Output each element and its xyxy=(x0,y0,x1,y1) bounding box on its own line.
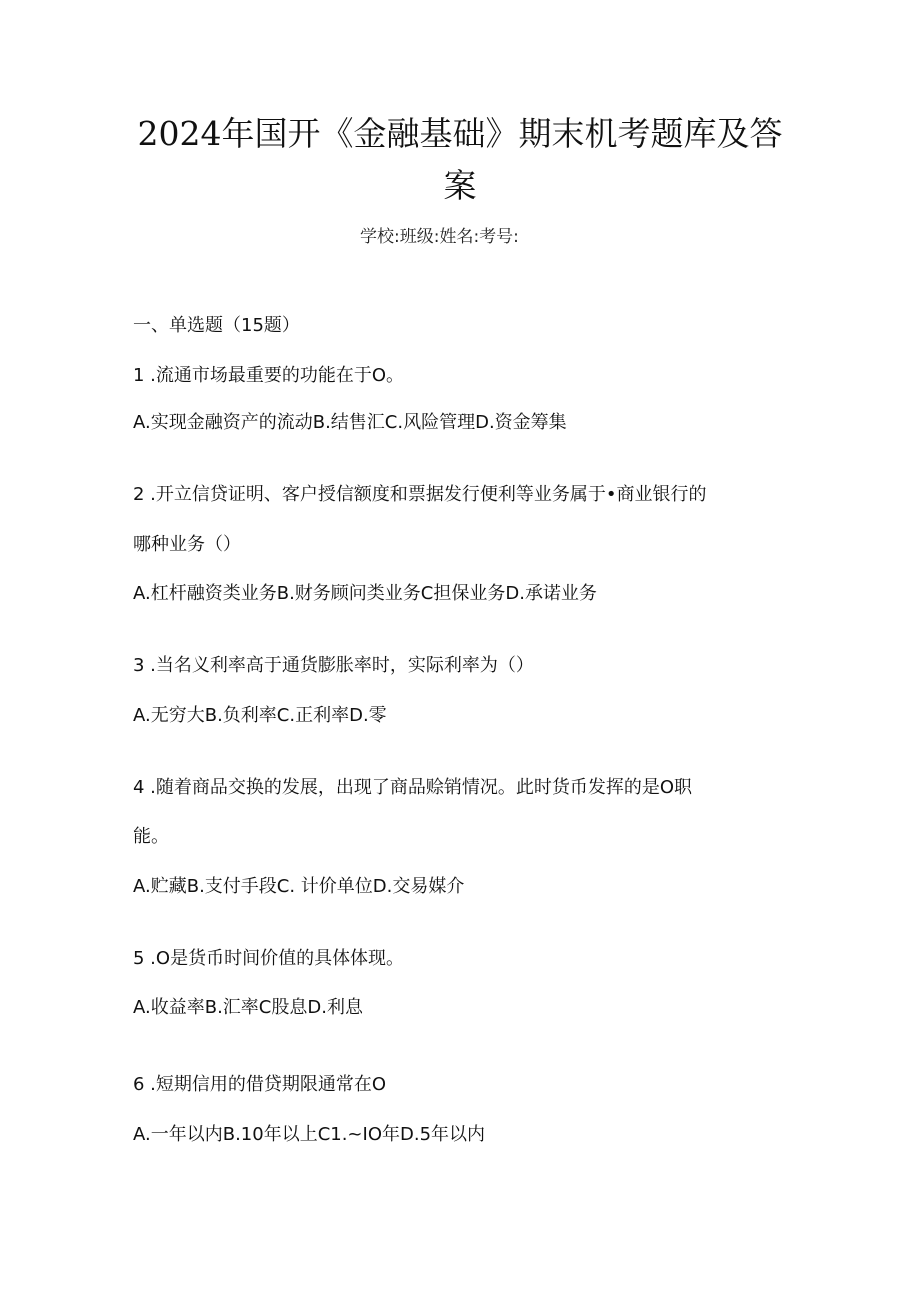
question-6-options: A.一年以内B.10年以上C1.~IO年D.5年以内 xyxy=(133,1124,486,1145)
question-1-options: A.实现金融资产的流动B.结售汇C.风险管理D.资金筹集 xyxy=(133,412,567,433)
question-6-stem: 6 .短期信用的借贷期限通常在O xyxy=(133,1074,387,1095)
title-line-1: 2024年国开《金融基础》期末机考题库及答 xyxy=(137,114,783,153)
question-4-options: A.贮藏B.支付手段C. 计价单位D.交易媒介 xyxy=(133,876,465,897)
question-2-stem-line-2: 哪种业务（） xyxy=(133,534,241,555)
title-line-2: 案 xyxy=(443,166,477,205)
question-5-options: A.收益率B.汇率C股息D.利息 xyxy=(133,997,363,1018)
question-3-options: A.无穷大B.负利率C.正利率D.零 xyxy=(133,705,387,726)
question-5-stem: 5 .O是货币时间价值的具体体现。 xyxy=(133,948,405,969)
question-2-options: A.杠杆融资类业务B.财务顾问类业务C担保业务D.承诺业务 xyxy=(133,583,597,604)
document-title xyxy=(120,108,800,212)
section-heading: 一、单选题（15题） xyxy=(133,315,300,336)
question-3-stem: 3 .当名义利率高于通货膨胀率时，实际利率为（） xyxy=(133,655,534,676)
question-4-stem-line-2: 能。 xyxy=(133,826,169,847)
question-4-stem-line-1: 4 .随着商品交换的发展，出现了商品赊销情况。此时货币发挥的是O职 xyxy=(133,777,693,798)
student-info-line: 学校:班级:姓名:考号: xyxy=(360,227,519,247)
question-2-stem-line-1: 2 .开立信贷证明、客户授信额度和票据发行便利等业务属于•商业银行的 xyxy=(133,484,707,505)
question-1-stem: 1 .流通市场最重要的功能在于O。 xyxy=(133,365,405,386)
